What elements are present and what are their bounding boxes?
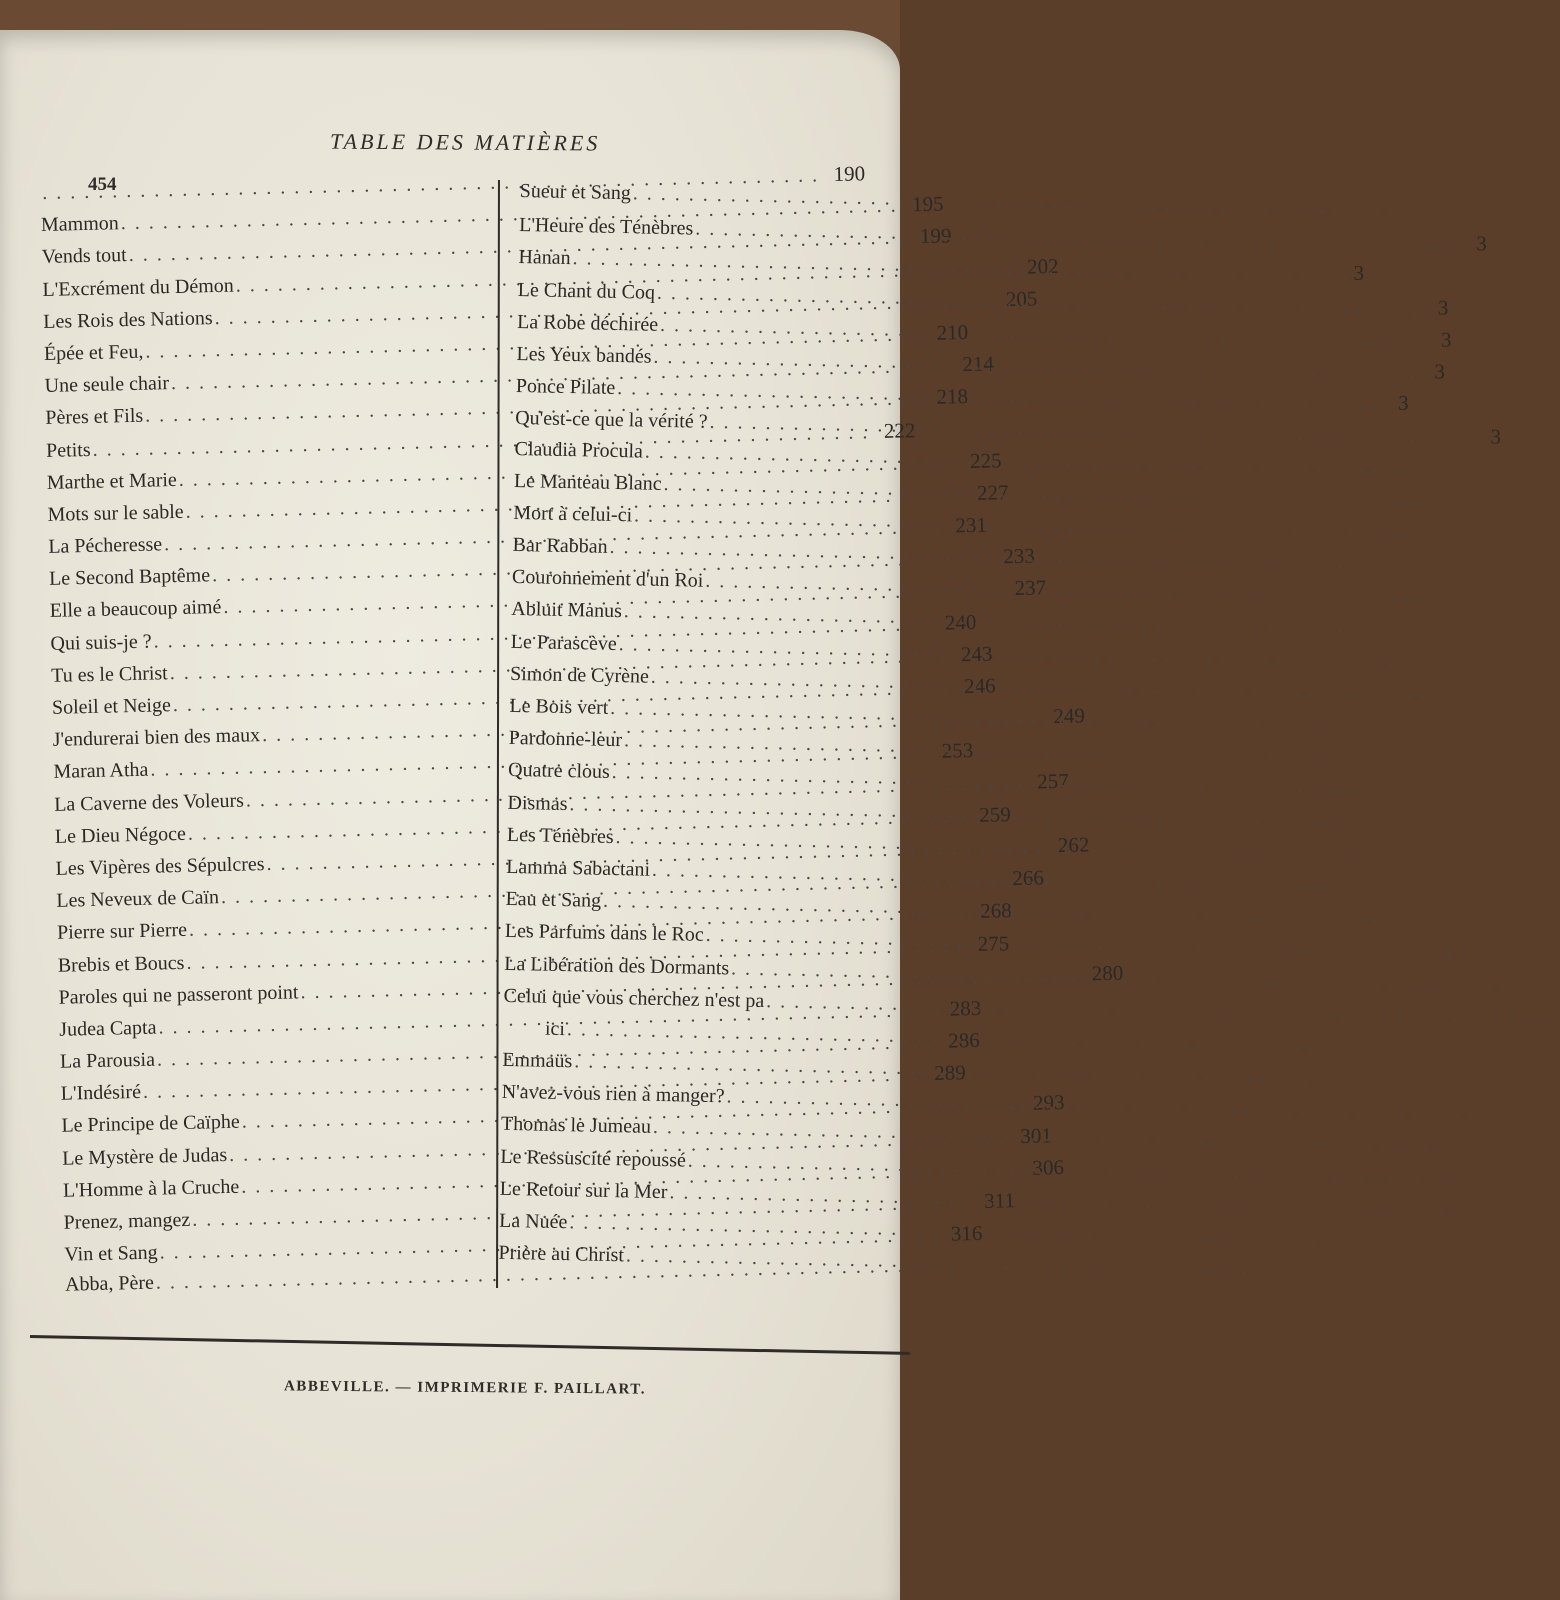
- toc-entry-title: Claudia Procula: [514, 437, 644, 463]
- toc-entry-page: 249: [1053, 703, 1086, 729]
- toc-entry-title: Abluit Manus: [511, 598, 623, 623]
- toc-entry-page: 3: [1440, 327, 1452, 352]
- toc-entry-title: Tu es le Christ: [50, 662, 168, 687]
- dot-leader: [624, 601, 1401, 640]
- toc-entry-title: La Pécheresse: [48, 533, 163, 558]
- toc-entry-page: 293: [1032, 1090, 1065, 1116]
- toc-entry-title: Hanan: [518, 246, 571, 270]
- toc-entry-title: Pères et Fils: [45, 405, 144, 430]
- toc-entry-page: 283: [949, 995, 982, 1021]
- toc-entry-page: 205: [1005, 286, 1038, 311]
- toc-entry-title: Quatre clous: [507, 759, 610, 784]
- dot-leader: [705, 570, 1482, 609]
- toc-entry-title: Judea Capta: [59, 1016, 157, 1041]
- toc-entry-title: Eau et Sang: [505, 887, 602, 912]
- toc-entry-page: 289: [933, 1060, 966, 1086]
- toc-entry-title: Mammon: [40, 212, 120, 237]
- toc-entry-title: Mort à celui-ci: [513, 501, 633, 527]
- toc-entry-page: 195: [911, 191, 944, 217]
- toc-entry-title: L'Heure des Ténèbres: [518, 214, 694, 240]
- toc-entry-title: Le Manteau Blanc: [513, 469, 662, 495]
- toc-entry-page: 316: [950, 1221, 983, 1246]
- toc-entry-title: Ponce Pilate: [515, 375, 616, 400]
- dot-leader: [726, 1086, 1503, 1125]
- toc-entry-page: 246: [963, 673, 996, 699]
- toc-entry-title: La Libération des Dormants: [504, 952, 730, 979]
- toc-entry-page: 3: [1397, 390, 1409, 416]
- toc-entry-page: 199: [919, 223, 952, 249]
- toc-entry-page: 190: [833, 161, 866, 186]
- toc-entry-title: Le Mystère de Judas: [61, 1143, 228, 1170]
- toc-entry-page: 202: [1026, 253, 1059, 279]
- toc-entry-title: Prière au Christ: [498, 1241, 625, 1267]
- toc-entry-page: 237: [1014, 575, 1047, 601]
- toc-entry-page: 3: [1475, 231, 1487, 256]
- toc-entry-title: Les Vipères des Sépulcres: [55, 853, 265, 880]
- toc-entry-title: Elle a beaucoup aimé: [49, 596, 222, 623]
- toc-entry-title: Qui suis-je ?: [50, 630, 152, 655]
- toc-entry-page: 227: [976, 479, 1009, 505]
- dot-leader: [619, 633, 1396, 672]
- dot-leader: [688, 1149, 1465, 1188]
- toc-entry-title: Pierre sur Pierre: [56, 919, 188, 945]
- toc-entry-title: Le Principe de Caïphe: [61, 1111, 240, 1138]
- toc-entry-title: Dismas: [507, 791, 568, 815]
- toc-entry-title: Qu'est-ce que la vérité ?: [514, 407, 708, 434]
- toc-entry-page: 233: [1003, 543, 1036, 569]
- toc-entry-page: 306: [1032, 1154, 1065, 1180]
- toc-entry-title: Le Dieu Négoce: [54, 822, 187, 848]
- dot-leader: [626, 1245, 1403, 1284]
- toc-entry-title: Le Chant du Coq: [517, 278, 656, 304]
- toc-entry-title: Couronnement d'un Roi: [511, 566, 704, 593]
- toc-entry-page: 231: [955, 512, 988, 538]
- toc-entry-title: Soleil et Neige: [51, 694, 172, 719]
- dot-leader: [651, 666, 1428, 705]
- toc-entry-page: 3: [1490, 424, 1502, 450]
- page-number: 454: [88, 174, 117, 195]
- toc-entry-title: L'Excrément du Démon: [42, 274, 235, 301]
- toc-entry-page: 225: [969, 447, 1002, 473]
- toc-entry-title: Emmaüs: [502, 1048, 573, 1073]
- toc-entry-page: 268: [980, 898, 1013, 924]
- running-title: TABLE DES MATIÈRES: [329, 128, 601, 156]
- toc-entry-title: Les Ténèbres: [506, 823, 614, 848]
- book-page: [0, 30, 1502, 1600]
- toc-entry-title: Une seule chair: [44, 372, 170, 398]
- toc-entry-title: Le Ressuscité repoussé: [500, 1145, 687, 1172]
- toc-entry-title: Prenez, mangez: [63, 1208, 191, 1234]
- dot-leader: [624, 729, 1401, 768]
- toc-entry-title: Celui que vous cherchez n'est pa: [503, 984, 765, 1012]
- toc-entry-title: Sueur et Sang: [519, 180, 632, 205]
- toc-entry-page: 210: [936, 319, 969, 345]
- toc-entry-title: L'Indésiré: [60, 1081, 142, 1106]
- dot-leader: [652, 859, 1429, 898]
- toc-entry-page: 275: [977, 930, 1010, 956]
- toc-entry-title: Paroles qui ne passeront point: [58, 981, 299, 1009]
- bottom-rule: [30, 1335, 910, 1355]
- toc-entry-title: Le Second Baptême: [48, 564, 211, 591]
- dot-leader: [634, 504, 1411, 543]
- dot-leader: [766, 990, 1543, 1029]
- toc-entry-title: Brebis et Boucs: [57, 951, 185, 977]
- toc-entry-title: La Nuée: [498, 1209, 568, 1234]
- toc-entry-title: La Robe déchirée: [516, 310, 659, 336]
- toc-entry-title: Thomas le Jumeau: [500, 1113, 652, 1139]
- toc-entry-page: 286: [947, 1027, 981, 1053]
- toc-entry-title: Vends tout: [41, 244, 127, 269]
- printer-colophon: ABBEVILLE. — IMPRIMERIE F. PAILLART.: [283, 1378, 647, 1398]
- dot-leader: [663, 473, 1440, 512]
- toc-entry-title: J'endurerai bien des maux: [52, 724, 261, 752]
- toc-entry-title: Bar Rabban: [512, 533, 608, 558]
- toc-entry-title: N'avez-vous rien à manger?: [501, 1081, 725, 1108]
- toc-entry-title: Le Bois vert: [509, 694, 609, 719]
- toc-entry-title: ici: [544, 1017, 566, 1040]
- dot-leader: [705, 924, 1482, 963]
- toc-entry-page: 266: [1012, 865, 1045, 891]
- toc-entry-title: Le Parascève: [510, 630, 617, 655]
- toc-entry-title: L'Homme à la Cruche: [62, 1175, 240, 1202]
- toc-entry-title: Abba, Père: [64, 1272, 155, 1297]
- toc-entry-title: Marthe et Marie: [46, 468, 178, 494]
- dot-leader: [633, 182, 1410, 221]
- toc-entry-page: 262: [1057, 832, 1090, 858]
- dot-leader: [653, 1116, 1430, 1155]
- toc-entry-page: 3: [1353, 261, 1365, 286]
- toc-entry-page: 311: [984, 1188, 1016, 1213]
- toc-entry-page: 3: [1437, 295, 1449, 320]
- toc-entry-title: Les Rois des Nations: [42, 306, 213, 333]
- toc-entry-page: 222: [883, 417, 916, 443]
- toc-entry-page: 214: [962, 351, 995, 377]
- toc-entry-page: 257: [1036, 768, 1069, 794]
- toc-entry-title: Les Yeux bandés: [516, 342, 652, 368]
- toc-entry-title: Mots sur le sable: [47, 500, 184, 526]
- toc-entry-page: 243: [960, 641, 993, 667]
- toc-entry-title: Pardonne-leur: [508, 727, 623, 752]
- toc-entry-title: La Caverne des Voleurs: [53, 789, 245, 816]
- toc-entry-title: Les Neveux de Caïn: [56, 886, 220, 912]
- toc-entry-title: Petits: [45, 438, 91, 462]
- toc-entry-title: Lamma Sabactani: [505, 855, 651, 881]
- toc-entry-page: 301: [1020, 1122, 1053, 1148]
- toc-entry-title: Maran Atha: [53, 759, 149, 784]
- toc-entry-title: La Parousia: [59, 1048, 156, 1073]
- toc-entry-title: Simon de Cyrène: [509, 662, 650, 688]
- toc-entry-page: 259: [978, 801, 1011, 827]
- toc-entry-title: Vin et Sang: [64, 1241, 158, 1266]
- toc-entry-page: 240: [944, 609, 977, 635]
- toc-entry-page: 253: [941, 738, 974, 764]
- toc-entry-title: Le Retour sur la Mer: [499, 1177, 668, 1203]
- dot-leader: [669, 1181, 1446, 1220]
- toc-entry-page: 280: [1091, 960, 1124, 986]
- toc-entry-title: Épée et Feu,: [43, 340, 144, 365]
- toc-entry-page: 218: [936, 384, 969, 410]
- toc-entry-title: Les Parfums dans le Roc: [504, 920, 704, 947]
- toc-entry-page: 3: [1434, 359, 1446, 384]
